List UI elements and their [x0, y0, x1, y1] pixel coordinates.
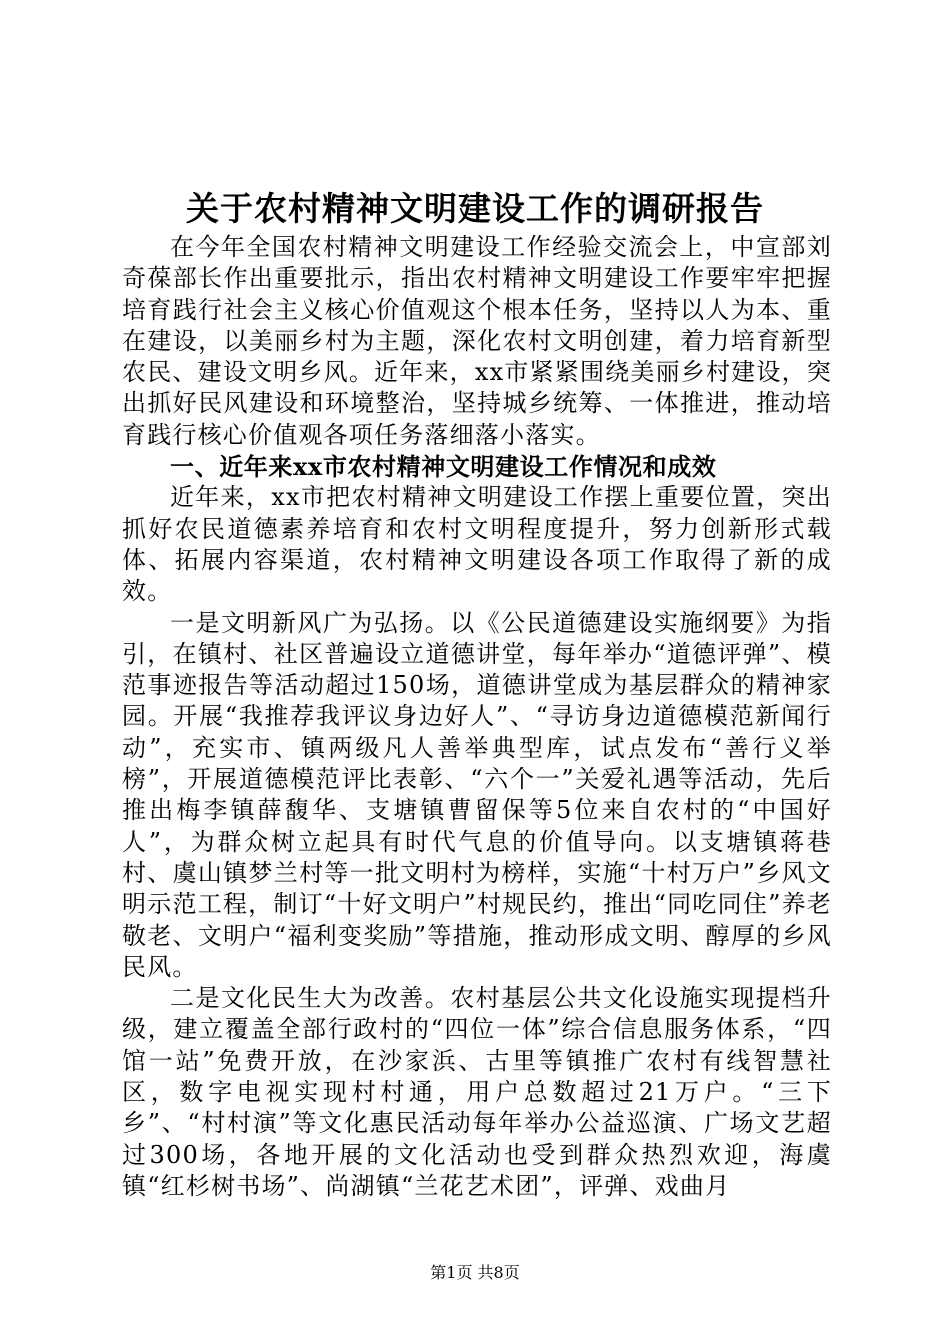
- page-footer: 第1页 共8页: [430, 1263, 520, 1282]
- section-heading: 一、近年来xx市农村精神文明建设工作情况和成效: [170, 452, 717, 482]
- intro-paragraph: 在今年全国农村精神文明建设工作经验交流会上，中宣部刘奇葆部长作出重要批示，指出农村精神文明建设工作要牢牢把握培育践行社会主义核心价值观这个根本任务，坚持以人为本、重在建设，以美丽乡村为主题，深化农村文明创建，着力培育新型农民、建设文明乡风。近年来，xx市紧紧围绕美丽乡村建设，突出抓好民风建设和环境整治，坚持城乡统筹、一体推进，推动培育践行核心价值观各项任务落细落小落实。: [122, 233, 832, 449]
- document-body: [122, 232, 832, 1202]
- section-intro-paragraph: 近年来，xx市把农村精神文明建设工作摆上重要位置，突出抓好农民道德素养培育和农村文明程度提升，努力创新形式载体、拓展内容渠道，农村精神文明建设各项工作取得了新的成效。: [122, 483, 832, 606]
- civilization-paragraph: 一是文明新风广为弘扬。以《公民道德建设实施纲要》为指引，在镇村、社区普遍设立道德讲堂，每年举办“道德评弹”、模范事迹报告等活动超过150场，道德讲堂成为基层群众的精神家园。开展“我推荐我评议身边好人”、“寻访身边道德模范新闻行动”，充实市、镇两级凡人善举典型库，试点发布“善行义举榜”，开展道德模范评比表彰、“六个一”关爱礼遇等活动，先后推出梅李镇薛馥华、支塘镇曹留保等5位来自农村的“中国好人”，为群众树立起具有时代气息的价值导向。以支塘镇蒋巷村、虞山镇梦兰村等一批文明村为榜样，实施“十村万户”乡风文明示范工程，制订“十好文明户”村规民约，推出“同吃同住”养老敬老、文明户“福利变奖励”等措施，推动形成文明、醇厚的乡风民风。: [122, 608, 832, 981]
- document-title: 关于农村精神文明建设工作的调研报告: [186, 189, 764, 228]
- culture-paragraph: 二是文化民生大为改善。农村基层公共文化设施实现提档升级，建立覆盖全部行政村的“四位一体”综合信息服务体系，“四馆一站”免费开放，在沙家浜、古里等镇推广农村有线智慧社区，数字电视实现村村通，用户总数超过21万户。“三下乡”、“村村演”等文化惠民活动每年举办公益巡演、广场文艺超过300场，各地开展的文化活动也受到群众热烈欢迎，海虞镇“红杉树书场”、尚湖镇“兰花艺术团”，评弹、戏曲月: [122, 984, 832, 1200]
